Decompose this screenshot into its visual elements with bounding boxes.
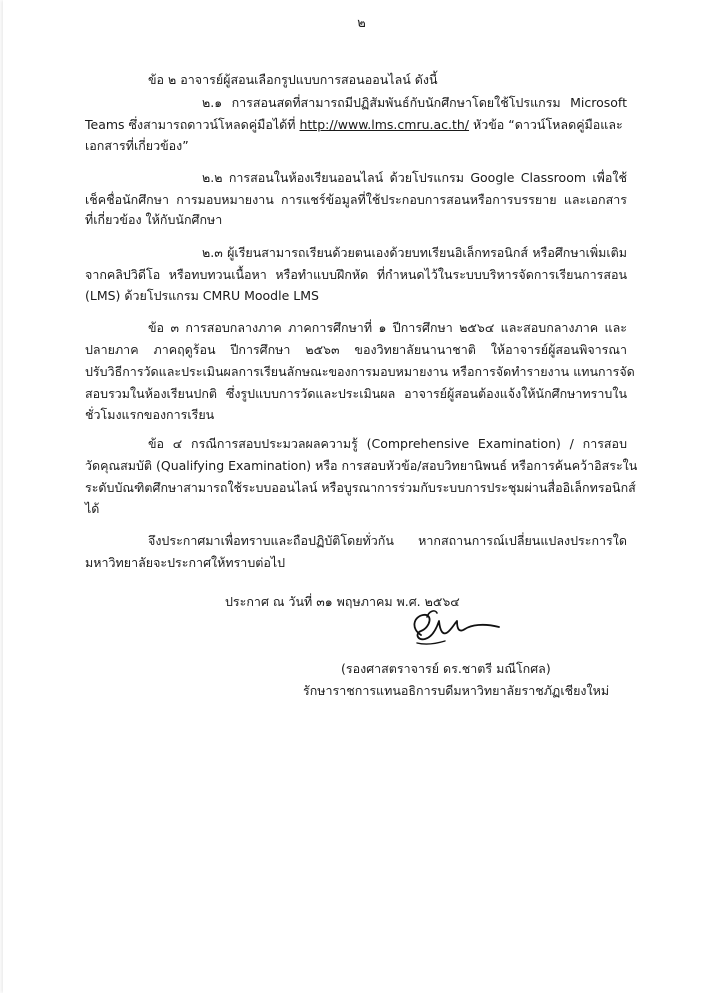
section-2-1-line-2-tail: หัวข้อ “ดาวน์โหลดคู่มือและ [469, 117, 623, 132]
lms-url-link[interactable]: http://www.lms.cmru.ac.th/ [299, 117, 470, 132]
section-2-3-line-3: (LMS) ด้วยโปรแกรม CMRU Moodle LMS [85, 288, 319, 303]
section-4-line-3: ระดับบัณฑิตศึกษาสามารถใช้ระบบออนไลน์ หรือบูรณาการร่วมกับระบบการประชุมผ่านสื่ออิเล็กทรอนิกส์ [85, 480, 636, 495]
closing-line-1: จึงประกาศมาเพื่อทราบและถือปฏิบัติโดยทั่วกัน หากสถานการณ์เปลี่ยนแปลงประการใด [148, 533, 627, 548]
announcement-date: ประกาศ ณ วันที่ ๓๑ พฤษภาคม พ.ศ. ๒๕๖๔ [225, 594, 460, 609]
section-2-1-line-2 [85, 117, 627, 133]
section-3-line-2: ปลายภาค ภาคฤดูร้อน ปีการศึกษา ๒๕๖๓ ของวิทยาลัยนานาชาติ ให้อาจารย์ผู้สอนพิจารณา [85, 342, 627, 357]
section-2-1-line-2-text: Teams ซึ่งสามารถดาวน์โหลดคู่มือได้ที่ [85, 117, 300, 132]
page-number: ๒ [357, 16, 366, 31]
section-3-line-1: ข้อ ๓ การสอบกลางภาค ภาคการศึกษาที่ ๑ ปีการศึกษา ๒๕๖๔ และสอบกลางภาค และ [148, 320, 627, 335]
section-4-line-2: วัดคุณสมบัติ (Qualifying Examination) หรือ การสอบหัวข้อ/สอบวิทยานิพนธ์ หรือการค้นคว้าอิสระใน [85, 458, 638, 473]
section-2-1-line-3: เอกสารที่เกี่ยวข้อง” [85, 138, 189, 153]
section-2-2-line-2: เช็คชื่อนักศึกษา การมอบหมายงาน การแชร์ข้อมูลที่ใช้ประกอบการสอนหรือการบรรยาย และเอกสาร [85, 192, 627, 207]
section-2-1-line-1: ๒.๑ การสอนสดที่สามารถมีปฏิสัมพันธ์กับนักศึกษาโดยใช้โปรแกรม Microsoft [202, 95, 627, 110]
section-2-3-line-1: ๒.๓ ผู้เรียนสามารถเรียนด้วยตนเองด้วยบทเรียนอิเล็กทรอนิกส์ หรือศึกษาเพิ่มเติม [202, 245, 627, 260]
signatory-name: (รองศาสตราจารย์ ดร.ชาตรี มณีโกศล) [341, 661, 551, 676]
section-2-2-line-1: ๒.๒ การสอนในห้องเรียนออนไลน์ ด้วยโปรแกรม Google Classroom เพื่อใช้ [202, 170, 627, 185]
section-4-line-4: ได้ [85, 501, 100, 516]
closing-line-2: มหาวิทยาลัยจะประกาศให้ทราบต่อไป [85, 555, 286, 570]
signature-image [403, 605, 513, 650]
section-2-3-line-2: จากคลิปวิดีโอ หรือทบทวนเนื้อหา หรือทำแบบฝึกหัด ที่กำหนดไว้ในระบบบริหารจัดการเรียนการสอน [85, 267, 627, 282]
section-2-heading: ข้อ ๒ อาจารย์ผู้สอนเลือกรูปแบบการสอนออนไลน์ ดังนี้ [148, 72, 438, 87]
document-page [3, 0, 720, 993]
section-3-line-3: ปรับวิธีการวัดและประเมินผลการเรียนลักษณะของการมอบหมายงาน หรือการจัดทำรายงาน แทนการจัด [85, 364, 635, 379]
signatory-title: รักษาราชการแทนอธิการบดีมหาวิทยาลัยราชภัฏเชียงใหม่ [303, 683, 610, 698]
section-3-line-4: สอบรวมในห้องเรียนปกติ ซึ่งรูปแบบการวัดและประเมินผล อาจารย์ผู้สอนต้องแจ้งให้นักศึกษาทราบใน [85, 386, 627, 401]
section-3-line-5: ชั่วโมงแรกของการเรียน [85, 407, 215, 422]
section-2-2-line-3: ที่เกี่ยวข้อง ให้กับนักศึกษา [85, 212, 223, 227]
section-4-line-1: ข้อ ๔ กรณีการสอบประมวลผลความรู้ (Comprehensive Examination) / การสอบ [148, 436, 627, 451]
